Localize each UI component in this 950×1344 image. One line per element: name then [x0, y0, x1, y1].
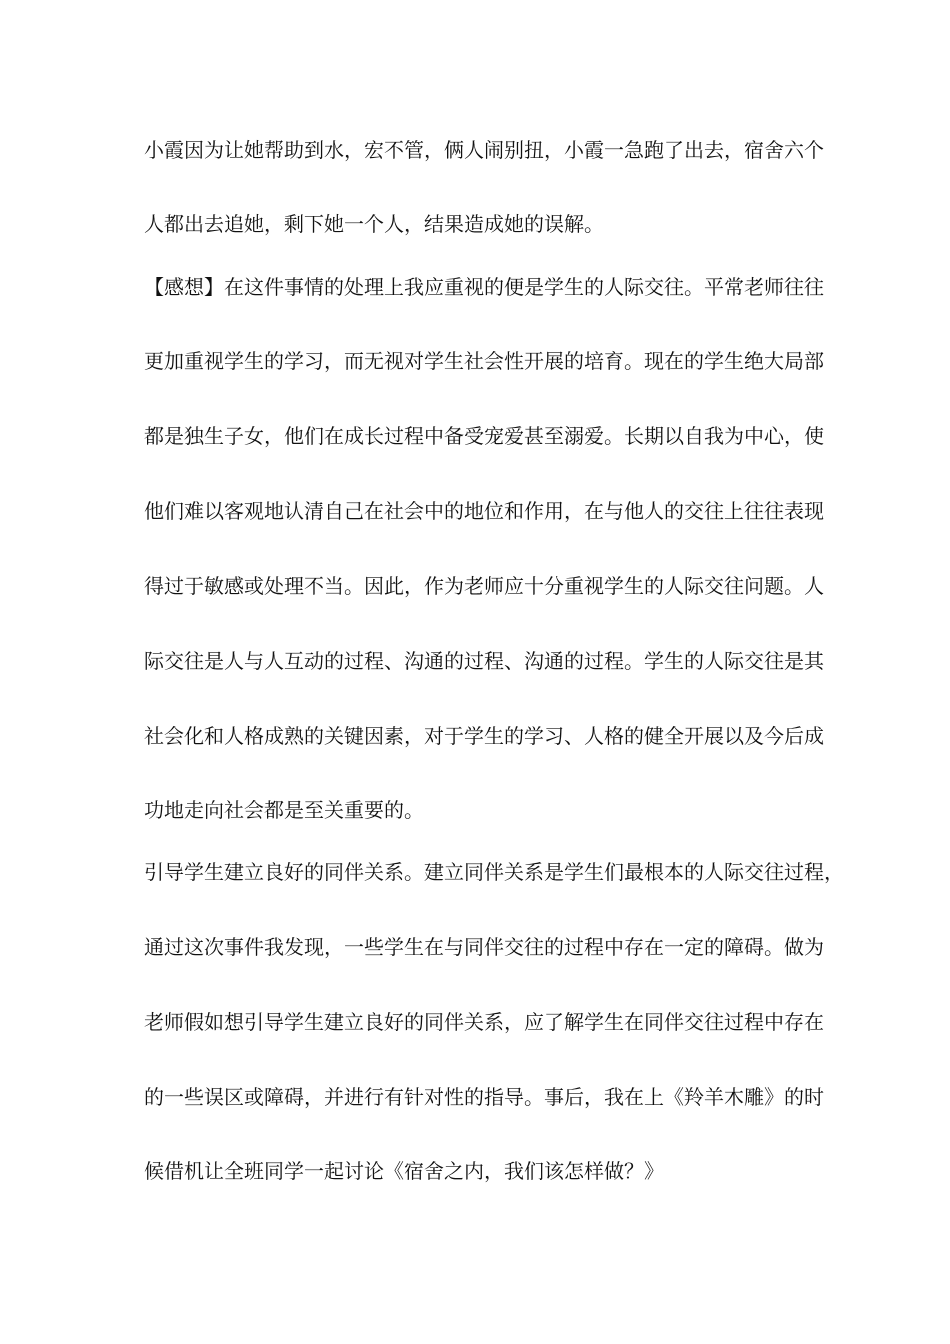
text-line: 得过于敏感或处理不当。因此，作为老师应十分重视学生的人际交往问题。人: [144, 574, 824, 598]
text-line: 通过这次事件我发现，一些学生在与同伴交往的过程中存在一定的障碍。做为: [144, 935, 824, 959]
text-line: 社会化和人格成熟的关键因素，对于学生的学习、人格的健全开展以及今后成: [144, 724, 824, 748]
text-line: 他们难以客观地认清自己在社会中的地位和作用，在与他人的交往上往往表现: [144, 499, 824, 523]
text-line: 老师假如想引导学生建立良好的同伴关系，应了解学生在同伴交往过程中存在: [144, 1010, 824, 1034]
text-line: 引导学生建立良好的同伴关系。建立同伴关系是学生们最根本的人际交往过程，: [144, 860, 844, 884]
text-line: 的一些误区或障碍，并进行有针对性的指导。事后，我在上《羚羊木雕》的时: [144, 1085, 824, 1109]
text-line: 【感想】在这件事情的处理上我应重视的便是学生的人际交往。平常老师往往: [144, 275, 824, 299]
text-line: 际交往是人与人互动的过程、沟通的过程、沟通的过程。学生的人际交往是其: [144, 649, 824, 673]
text-line: 都是独生子女，他们在成长过程中备受宠爱甚至溺爱。长期以自我为中心，使: [144, 424, 824, 448]
text-line: 小霞因为让她帮助到水，宏不管，俩人闹别扭，小霞一急跑了出去，宿舍六个: [144, 138, 824, 162]
text-line: 更加重视学生的学习，而无视对学生社会性开展的培育。现在的学生绝大局部: [144, 349, 824, 373]
text-line: 候借机让全班同学一起讨论《宿舍之内，我们该怎样做？》: [144, 1159, 664, 1183]
text-line: 人都出去追她，剩下她一个人，结果造成她的误解。: [144, 212, 604, 236]
text-line: 功地走向社会都是至关重要的。: [144, 798, 424, 822]
